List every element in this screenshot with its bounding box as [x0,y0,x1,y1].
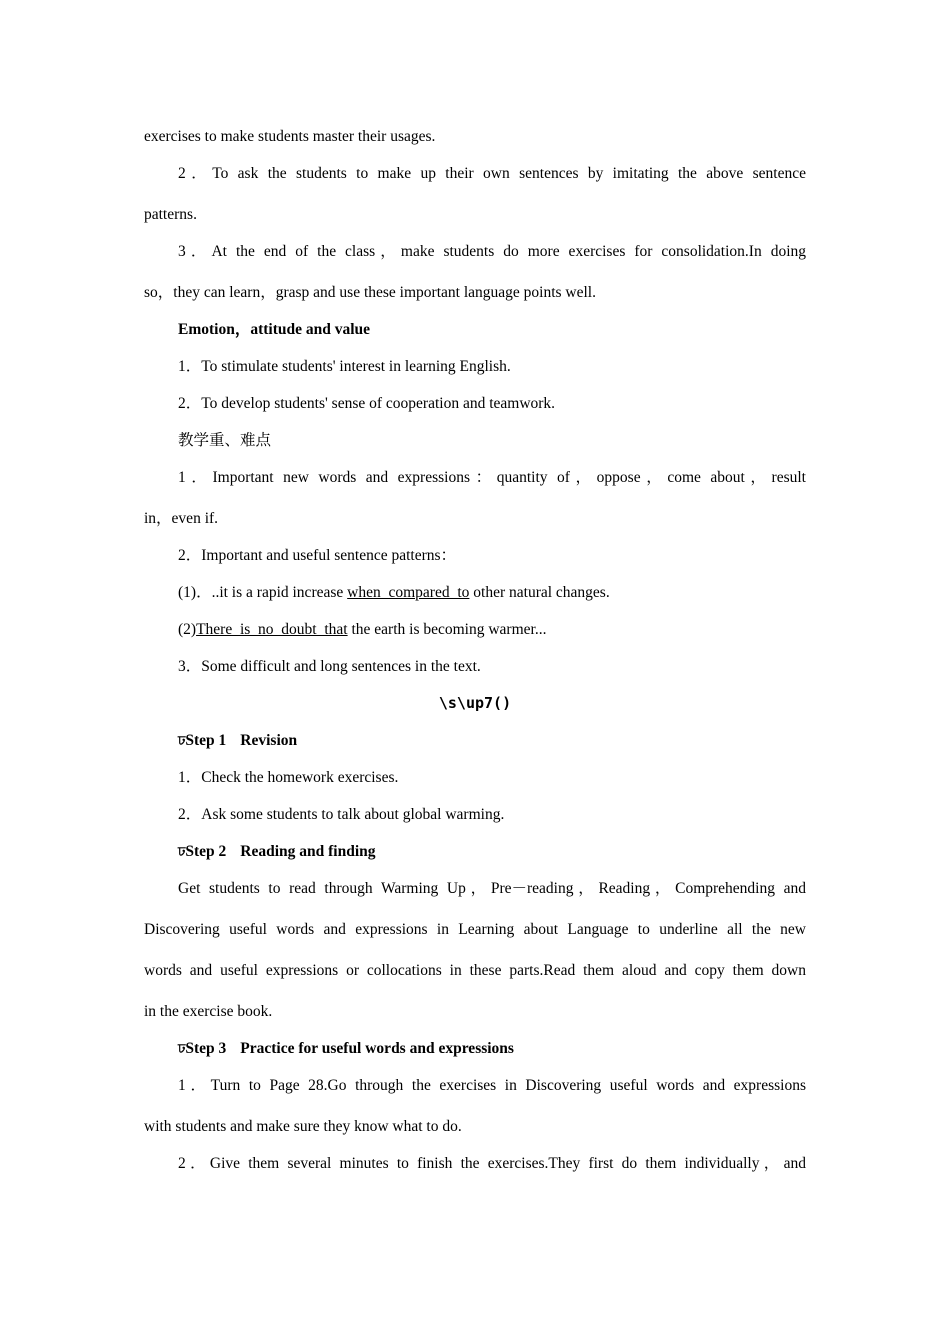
step-heading: ঢStep 2 Reading and finding [178,843,376,860]
document-body [144,124,806,1188]
underlined-phrase: There is no doubt that [196,621,348,638]
paragraph-line: with students and make sure they know what to do. [144,1118,462,1135]
paragraph-line: 3．At the end of the class，make students do more exercises for consolidation.In doing [178,243,806,260]
list-item: 2．Give them several minutes to finish the exercises.They first do them individually，and [178,1155,806,1172]
section-heading: 教学重、难点 [178,432,272,449]
paragraph-line: exercises to make students master their usages. [144,128,436,145]
step-glyph: ঢ [178,734,186,749]
list-item: 2．To develop students' sense of cooperation and teamwork. [178,395,556,412]
paragraph-line: Get students to read through Warming Up，Pre－reading，Reading，Comprehending and [178,880,806,897]
paragraph-line: words and useful expressions or collocations in these parts.Read them aloud and copy them down [144,962,806,979]
underlined-phrase: when compared to [347,584,470,601]
list-item: 2．Ask some students to talk about global warming. [178,806,505,823]
paragraph-line: so，they can learn，grasp and use these important language points well. [144,284,596,301]
paragraph-line: in，even if. [144,510,219,527]
paragraph-line: patterns. [144,206,197,223]
field-code: \s\up7() [438,694,512,712]
list-item: 1．Turn to Page 28.Go through the exercises in Discovering useful words and expressions [178,1077,806,1094]
paragraph-line: in the exercise book. [144,1003,273,1020]
step-glyph: ঢ [178,845,186,860]
section-heading: Emotion，attitude and value [178,321,371,338]
sentence-pattern: (2)There is no doubt that the earth is becoming warmer... [178,621,547,638]
sentence-pattern: (1)．..it is a rapid increase when compared to other natural changes. [178,584,610,601]
paragraph-line: Discovering useful words and expressions in Learning about Language to underline all the new [144,921,806,938]
list-item: 1．To stimulate students' interest in learning English. [178,358,511,375]
step-glyph: ঢ [178,1042,186,1057]
step-heading: ঢStep 3 Practice for useful words and expressions [178,1040,514,1057]
step-heading: ঢStep 1 Revision [178,732,298,749]
list-item: 3．Some difficult and long sentences in the text. [178,658,481,675]
list-item: 2．Important and useful sentence patterns： [178,547,457,564]
list-item: 1．Check the homework exercises. [178,769,399,786]
paragraph-line: 2．To ask the students to make up their own sentences by imitating the above sentence [178,165,806,182]
emphasis-word: important [399,284,460,301]
list-item: 1．Important new words and expressions：quantity of，oppose，come about，result [178,469,806,486]
